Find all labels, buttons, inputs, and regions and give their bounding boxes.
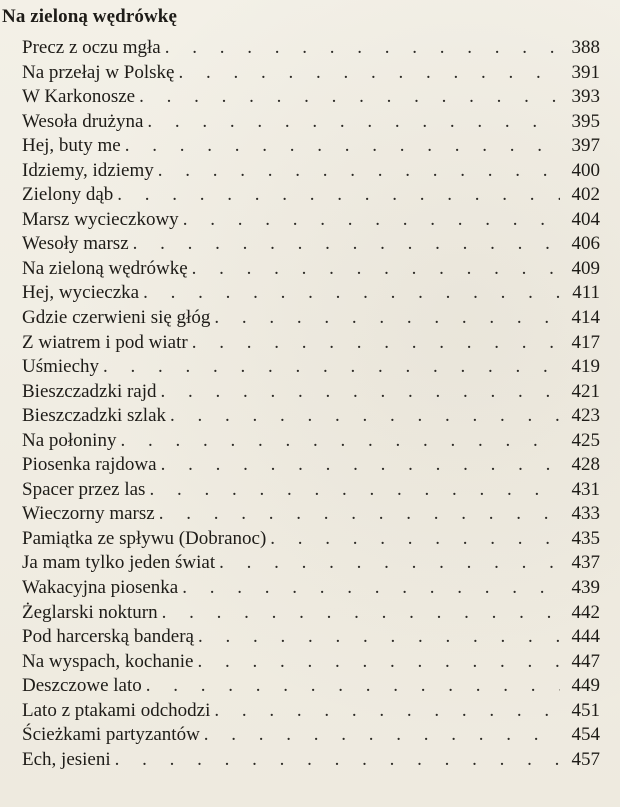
toc-entry-title: Ścieżkami partyzantów	[22, 724, 200, 746]
dot-leader	[161, 380, 560, 405]
toc-entry	[22, 650, 600, 675]
toc-entry-page-number: 406	[571, 233, 600, 255]
dot-leader	[117, 183, 560, 208]
dot-leader	[115, 748, 560, 773]
toc-entry-page-number: 409	[571, 257, 600, 279]
toc-entry-page-number: 421	[571, 380, 600, 402]
toc-entry	[22, 601, 600, 626]
toc-entry-title: Bieszczadzki szlak	[22, 405, 167, 427]
toc-entry-title: Hej, wycieczka	[22, 282, 140, 304]
toc-entry-page-number: 419	[571, 356, 600, 378]
toc-entry-page-number: 393	[571, 86, 600, 108]
toc-entry	[22, 208, 600, 233]
dot-leader	[192, 257, 560, 282]
toc-entry-page-number: 417	[571, 331, 600, 353]
toc-entry	[22, 748, 600, 773]
toc-entry-page-number: 439	[571, 577, 600, 599]
dot-leader	[143, 281, 560, 306]
dot-leader	[120, 429, 560, 454]
toc-entry	[22, 232, 600, 257]
toc-entry-title: Hej, buty me	[22, 135, 121, 157]
toc-entry-page-number: 395	[571, 110, 600, 132]
section-heading: Na zieloną wędrówkę	[2, 6, 177, 27]
dot-leader	[197, 650, 560, 675]
toc-entry-title: Na przełaj w Polskę	[22, 61, 175, 83]
toc-entry-page-number: 444	[571, 626, 600, 648]
toc-entry	[22, 551, 600, 576]
table-of-contents	[22, 36, 600, 772]
dot-leader	[182, 576, 560, 601]
dot-leader	[170, 404, 560, 429]
toc-entry-title: W Karkonosze	[22, 86, 136, 108]
toc-entry	[22, 478, 600, 503]
toc-entry-title: Z wiatrem i pod wiatr	[22, 331, 188, 353]
toc-entry-page-number: 425	[571, 429, 600, 451]
toc-entry-title: Uśmiechy	[22, 356, 100, 378]
toc-entry	[22, 183, 600, 208]
toc-entry-title: Zielony dąb	[22, 184, 114, 206]
dot-leader	[204, 723, 560, 748]
dot-leader	[183, 208, 560, 233]
toc-entry-title: Precz z oczu mgła	[22, 37, 161, 58]
dot-leader	[147, 110, 560, 135]
toc-entry	[22, 306, 600, 331]
toc-entry-title: Pod harcerską banderą	[22, 626, 194, 648]
toc-entry	[22, 36, 600, 61]
toc-entry	[22, 453, 600, 478]
toc-entry	[22, 674, 600, 699]
toc-entry-title: Wesoła drużyna	[22, 110, 144, 132]
toc-entry-page-number: 454	[571, 724, 600, 746]
toc-entry	[22, 527, 600, 552]
toc-entry	[22, 281, 600, 306]
dot-leader	[103, 355, 560, 380]
toc-entry	[22, 85, 600, 110]
toc-entry-page-number: 402	[571, 184, 600, 206]
dot-leader	[165, 36, 560, 61]
dot-leader	[214, 699, 560, 724]
dot-leader	[158, 159, 560, 184]
dot-leader	[149, 478, 560, 503]
toc-entry-title: Gdzie czerwieni się głóg	[22, 307, 211, 329]
dot-leader	[161, 453, 560, 478]
toc-entry-title: Ja mam tylko jeden świat	[22, 552, 216, 574]
toc-entry-page-number: 404	[571, 208, 600, 230]
toc-entry-title: Na połoniny	[22, 429, 117, 451]
dot-leader	[178, 61, 560, 86]
toc-entry	[22, 576, 600, 601]
toc-entry	[22, 61, 600, 86]
toc-entry-title: Ech, jesieni	[22, 748, 111, 770]
toc-entry-title: Bieszczadzki rajd	[22, 380, 157, 402]
dot-leader	[270, 527, 560, 552]
dot-leader	[198, 625, 560, 650]
toc-entry-title: Wieczorny marsz	[22, 503, 155, 525]
toc-entry	[22, 625, 600, 650]
toc-entry	[22, 380, 600, 405]
toc-entry-page-number: 451	[571, 699, 600, 721]
toc-entry	[22, 159, 600, 184]
toc-entry	[22, 429, 600, 454]
dot-leader	[146, 674, 560, 699]
toc-entry-title: Pamiątka ze spływu (Dobranoc)	[22, 527, 267, 549]
toc-entry-page-number: 388	[571, 37, 600, 58]
toc-entry-page-number: 449	[571, 675, 600, 697]
toc-entry-page-number: 391	[571, 61, 600, 83]
toc-entry	[22, 699, 600, 724]
toc-entry-title: Lato z ptakami odchodzi	[22, 699, 211, 721]
toc-entry-page-number: 437	[571, 552, 600, 574]
toc-entry	[22, 110, 600, 135]
dot-leader	[192, 331, 560, 356]
toc-entry-title: Idziemy, idziemy	[22, 159, 154, 181]
toc-entry-title: Marsz wycieczkowy	[22, 208, 179, 230]
toc-entry-page-number: 423	[571, 405, 600, 427]
toc-entry-page-number: 457	[571, 748, 600, 770]
toc-entry	[22, 502, 600, 527]
toc-entry-page-number: 428	[571, 454, 600, 476]
toc-entry-page-number: 442	[571, 601, 600, 623]
dot-leader	[219, 551, 560, 576]
toc-entry-page-number: 431	[571, 478, 600, 500]
dot-leader	[139, 85, 560, 110]
dot-leader	[133, 232, 560, 257]
toc-entry-title: Na zieloną wędrówkę	[22, 257, 188, 279]
dot-leader	[214, 306, 560, 331]
toc-entry-page-number: 447	[571, 650, 600, 672]
toc-entry	[22, 134, 600, 159]
toc-entry-title: Spacer przez las	[22, 478, 146, 500]
toc-entry-page-number: 397	[571, 135, 600, 157]
toc-entry-page-number: 414	[571, 307, 600, 329]
toc-entry-page-number: 433	[571, 503, 600, 525]
toc-entry-page-number: 400	[571, 159, 600, 181]
toc-entry-title: Deszczowe lato	[22, 675, 142, 697]
toc-entry	[22, 257, 600, 282]
toc-entry-page-number: 435	[571, 527, 600, 549]
toc-entry-title: Piosenka rajdowa	[22, 454, 157, 476]
toc-entry-title: Wesoły marsz	[22, 233, 129, 255]
toc-entry	[22, 331, 600, 356]
dot-leader	[159, 502, 560, 527]
toc-entry-title: Na wyspach, kochanie	[22, 650, 194, 672]
toc-entry	[22, 355, 600, 380]
toc-entry	[22, 404, 600, 429]
toc-entry-title: Żeglarski nokturn	[22, 601, 158, 623]
dot-leader	[162, 601, 560, 626]
toc-entry	[22, 723, 600, 748]
dot-leader	[125, 134, 560, 159]
toc-entry-title: Wakacyjna piosenka	[22, 577, 179, 599]
toc-entry-page-number: 411	[572, 282, 600, 304]
